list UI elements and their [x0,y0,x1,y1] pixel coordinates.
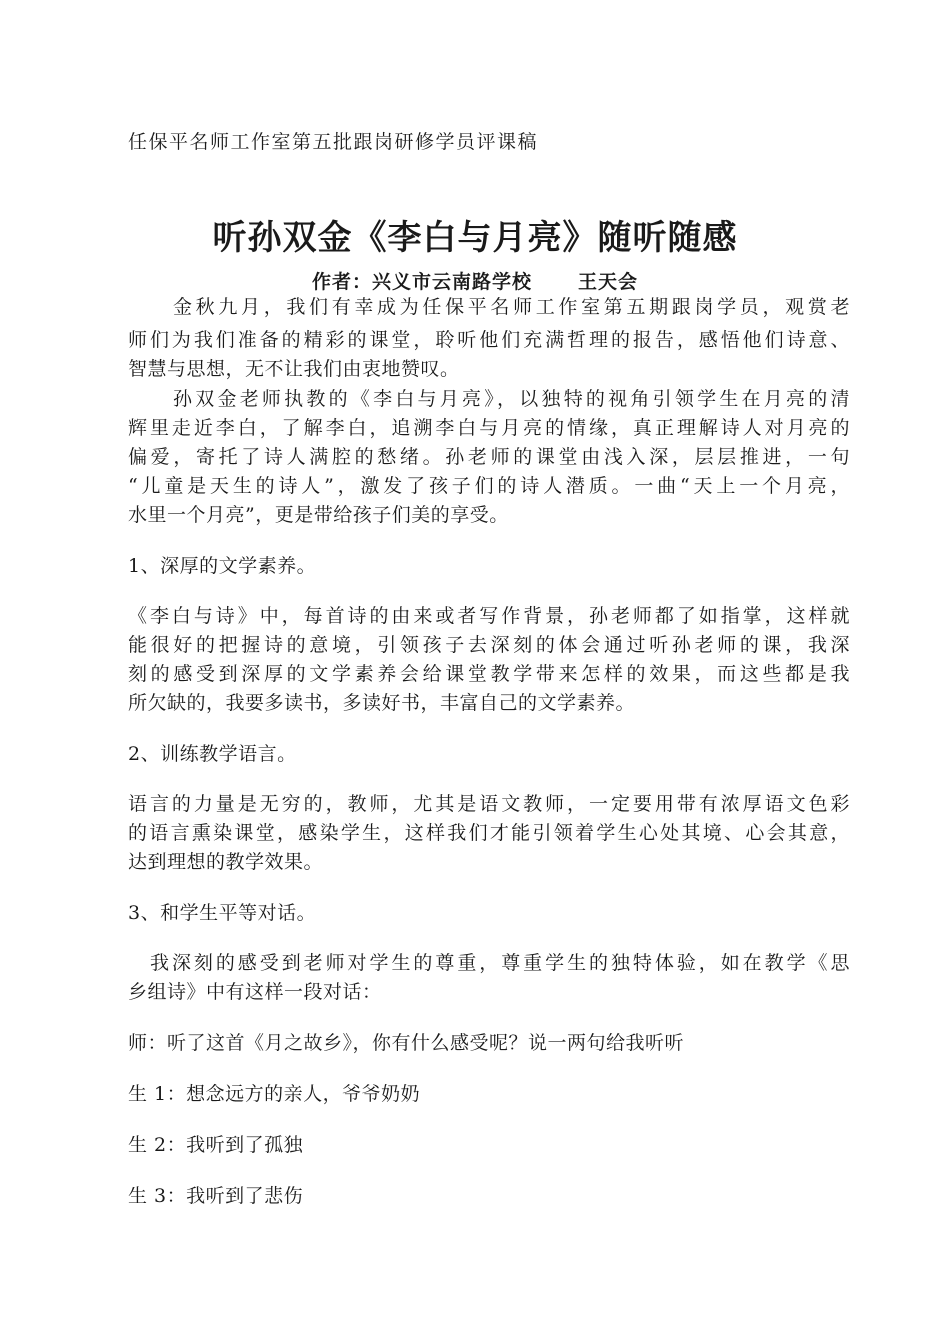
intro-p2-line-3: 偏爱，寄托了诗人满腔的愁绪。孙老师的课堂由浅入深，层层推进，一句 [128,446,850,468]
section2-line-2: 的语言熏染课堂，感染学生，这样我们才能引领着学生心处其境、心会其意， [128,822,850,844]
dialogue-student-3: 生 3：我听到了悲伤 [128,1185,304,1207]
section2-heading: 2、训练教学语言。 [128,743,297,765]
section2-line-1: 语言的力量是无穷的，教师，尤其是语文教师，一定要用带有浓厚语文色彩 [128,793,850,815]
intro-p1-line-1: 金秋九月，我们有幸成为任保平名师工作室第五期跟岗学员，观赏老 [173,296,850,318]
section2-line-3: 达到理想的教学效果。 [128,851,324,873]
section3-line-2: 乡组诗》中有这样一段对话： [128,981,382,1003]
dialogue-teacher: 师：听了这首《月之故乡》，你有什么感受呢？说一两句给我听听 [128,1032,685,1054]
author-school: 作者：兴义市云南路学校 [311,271,532,293]
author-name: 王天会 [578,271,639,293]
section1-line-4: 所欠缺的，我要多读书，多读好书，丰富自己的文学素养。 [128,692,636,714]
dialogue-student-2: 生 2：我听到了孤独 [128,1134,304,1156]
section3-heading: 3、和学生平等对话。 [128,902,317,924]
section1-heading: 1、深厚的文学素养。 [128,555,317,577]
dialogue-student-1: 生 1：想念远方的亲人，爷爷奶奶 [128,1083,421,1105]
intro-p2-line-5: 水里一个月亮”，更是带给孩子们美的享受。 [128,504,509,526]
article-title: 听孙双金《李白与月亮》随听随感 [212,218,738,258]
document-header: 任保平名师工作室第五批跟岗研修学员评课稿 [128,131,539,153]
intro-p1-line-3: 智慧与思想，无不让我们由衷地赞叹。 [128,358,460,380]
intro-p2-line-1: 孙双金老师执教的《李白与月亮》，以独特的视角引领学生在月亮的清 [173,388,850,410]
section1-line-3: 刻的感受到深厚的文学素养会给课堂教学带来怎样的效果，而这些都是我 [128,663,850,685]
intro-p2-line-2: 辉里走近李白，了解李白，追溯李白与月亮的情缘，真正理解诗人对月亮的 [128,417,850,439]
author-line [0,268,950,296]
intro-p2-line-4: “儿童是天生的诗人”，激发了孩子们的诗人潜质。一曲“天上一个月亮， [128,475,850,497]
intro-p1-line-2: 师们为我们准备的精彩的课堂，聆听他们充满哲理的报告，感悟他们诗意、 [128,329,850,351]
section1-line-1: 《李白与诗》中，每首诗的由来或者写作背景，孙老师都了如指掌，这样就 [128,605,850,627]
section3-line-1: 我深刻的感受到老师对学生的尊重，尊重学生的独特体验，如在教学《思 [150,952,850,974]
section1-line-2: 能很好的把握诗的意境，引领孩子去深刻的体会通过听孙老师的课，我深 [128,634,850,656]
